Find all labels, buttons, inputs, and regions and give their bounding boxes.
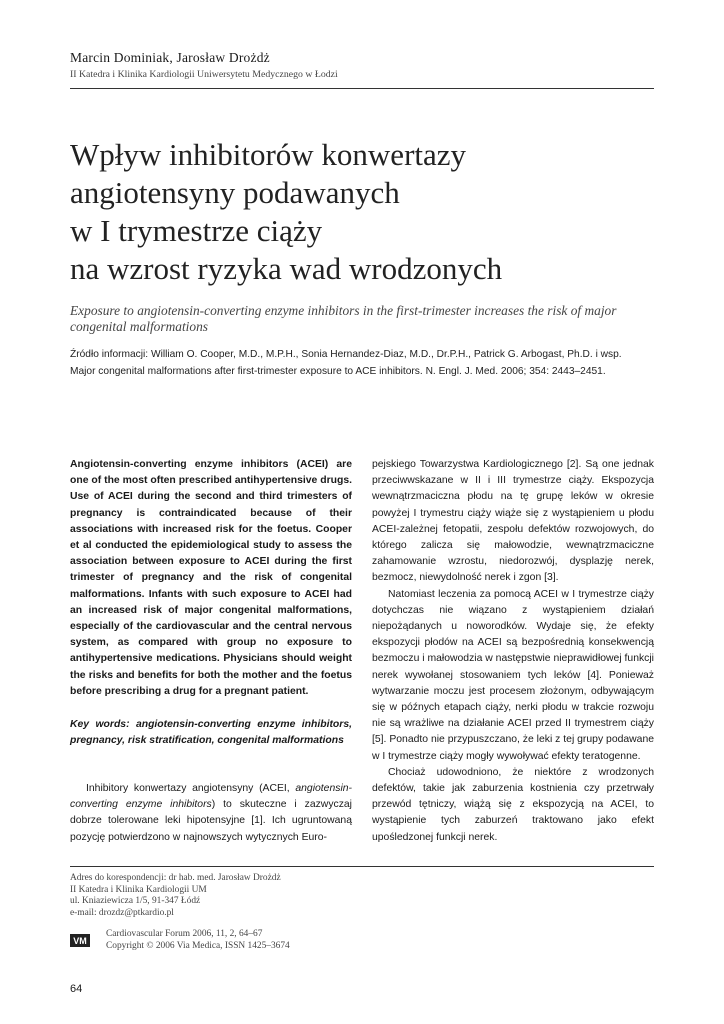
correspondence-line: ul. Kniaziewicza 1/5, 91-347 Łódź — [70, 896, 201, 907]
english-subtitle: Exposure to angiotensin-converting enzyme inhibitors in the first-trimester increases the risk of major congenital malformations — [70, 303, 617, 334]
abstract: Angiotensin-converting enzyme inhibitors (ACEI) are one of the most often prescribed antihypertensive drugs. Use of ACEI during the second and third trimesters of pregnancy is contraindicated because of their associations with increased risk for the foetus. Cooper et al conducted the epidemiological study to assess the association between exposure to ACEI during the first trimester of pregnancy and the risk of congenital malformations. Infants with such exposure to ACEI had an increased risk of major congenital malformations, especially of the cardiovascular and the central nervous system, as compared with group no exposure to antihypertensive medications. Physicians should weight the risks and benefits for both the mother and the foetus before prescribing a drug for a pregnant patient. — [70, 459, 352, 697]
header-rule — [70, 88, 654, 89]
logo-text: VM — [73, 936, 87, 946]
page-number: 64 — [70, 983, 83, 995]
title-line: w I trymestrze ciąży — [70, 213, 323, 248]
body-paragraph: Natomiast leczenia za pomocą ACEI w I trymestrze ciąży dotychczas nie wiązano z wystąpieniem działań niepożądanych u noworodków. Wydaje się, że efekty ekspozycji płodów na ACEI są bezpośrednią konsekwencją bezmoczu i małowodzia w następstwie nieprawidłowej funkcji nerek wywołanej stosowaniem tych leków [4]. Ponieważ wytwarzanie moczu jest procesem złożonym, odbywającym się w późnych etapach ciąży, nerki płodu w trakcie rozwoju nie są wrażliwe na działanie ACEI przed II trymestrem ciąży [5]. Ponadto nie przypuszczano, że leki z tej grupy podawane w I trymestrze ciąży mogły wywoływać efekty teratogenne. — [372, 588, 654, 762]
correspondence-line: II Katedra i Klinika Kardiologii UM — [70, 884, 207, 895]
right-column — [372, 457, 654, 846]
article-title — [70, 136, 670, 288]
source-line: Źródło informacji: William O. Cooper, M.D., M.P.H., Sonia Hernandez-Diaz, M.D., Dr.P.H., Patrick G. Arbogast, Ph.D. i wsp. — [70, 349, 622, 360]
title-line: angiotensyny podawanych — [70, 175, 400, 210]
journal-line: Cardiovascular Forum 2006, 11, 2, 64–67 — [106, 929, 263, 939]
journal-info — [106, 929, 290, 952]
title-line: na wzrost ryzyka wad wrodzonych — [70, 251, 503, 286]
body-paragraph: Chociaż udowodniono, że niektóre z wrodzonych defektów, takie jak zaburzenia kostnienia czy przetrwały przewód tętniczy, wiążą się z ekspozycją na ACEI, to wystąpienie tych zaburzeń traktowano jako efekt upośledzonej funkcji nerek. — [372, 766, 654, 843]
authors: Marcin Dominiak, Jarosław Drożdż — [70, 50, 270, 65]
keywords: Key words: angiotensin-converting enzyme inhibitors, pregnancy, risk stratification, congenital malformations — [70, 719, 352, 747]
footer-rule — [70, 866, 654, 867]
affiliation: II Katedra i Klinika Kardiologii Uniwersytetu Medycznego w Łodzi — [70, 69, 338, 80]
title-line: Wpływ inhibitorów konwertazy — [70, 137, 467, 172]
source-info — [70, 346, 670, 380]
correspondence — [70, 873, 281, 919]
via-medica-logo — [70, 934, 90, 947]
body-paragraph: pejskiego Towarzystwa Kardiologicznego [2]. Są one jednak przeciwwskazane w II i III trymestrze ciąży. Ekspozycja wewnątrzmaciczna płodu na tę grupę leków w okresie powyżej I trymestru ciąży wiąże się z wystąpieniem u płodu ACEI-zależnej fetopatii, zespołu defektów rozwojowych, do którego zalicza się małowodzie, wewnątrzmaciczne zahamowanie wzrostu, niedorozwój, dysplazję nerek, bezmocz, niewydolność nerek i zgon [3]. — [372, 459, 654, 584]
source-line: Major congenital malformations after first-trimester exposure to ACE inhibitors. N. Engl. J. Med. 2006; 354: 2443–2451. — [70, 366, 606, 377]
intro-paragraph — [70, 781, 352, 846]
correspondence-line: Adres do korespondencji: dr hab. med. Jarosław Drożdż — [70, 873, 281, 883]
intro-text: Inhibitory konwertazy angiotensyny (ACEI, — [86, 783, 296, 794]
journal-line: Copyright © 2006 Via Medica, ISSN 1425–3674 — [106, 940, 290, 951]
correspondence-line: e-mail: drozdz@ptkardio.pl — [70, 907, 174, 918]
intro-text: ) to skuteczne i zazwyczaj dobrze tolerowane leki hipotensyjne [1]. Ich ugruntowaną pozycję potwierdzono w najnowszych wytycznych Euro- — [70, 799, 352, 843]
intro-italic: angiotensin-converting enzyme inhibitors — [70, 783, 352, 811]
